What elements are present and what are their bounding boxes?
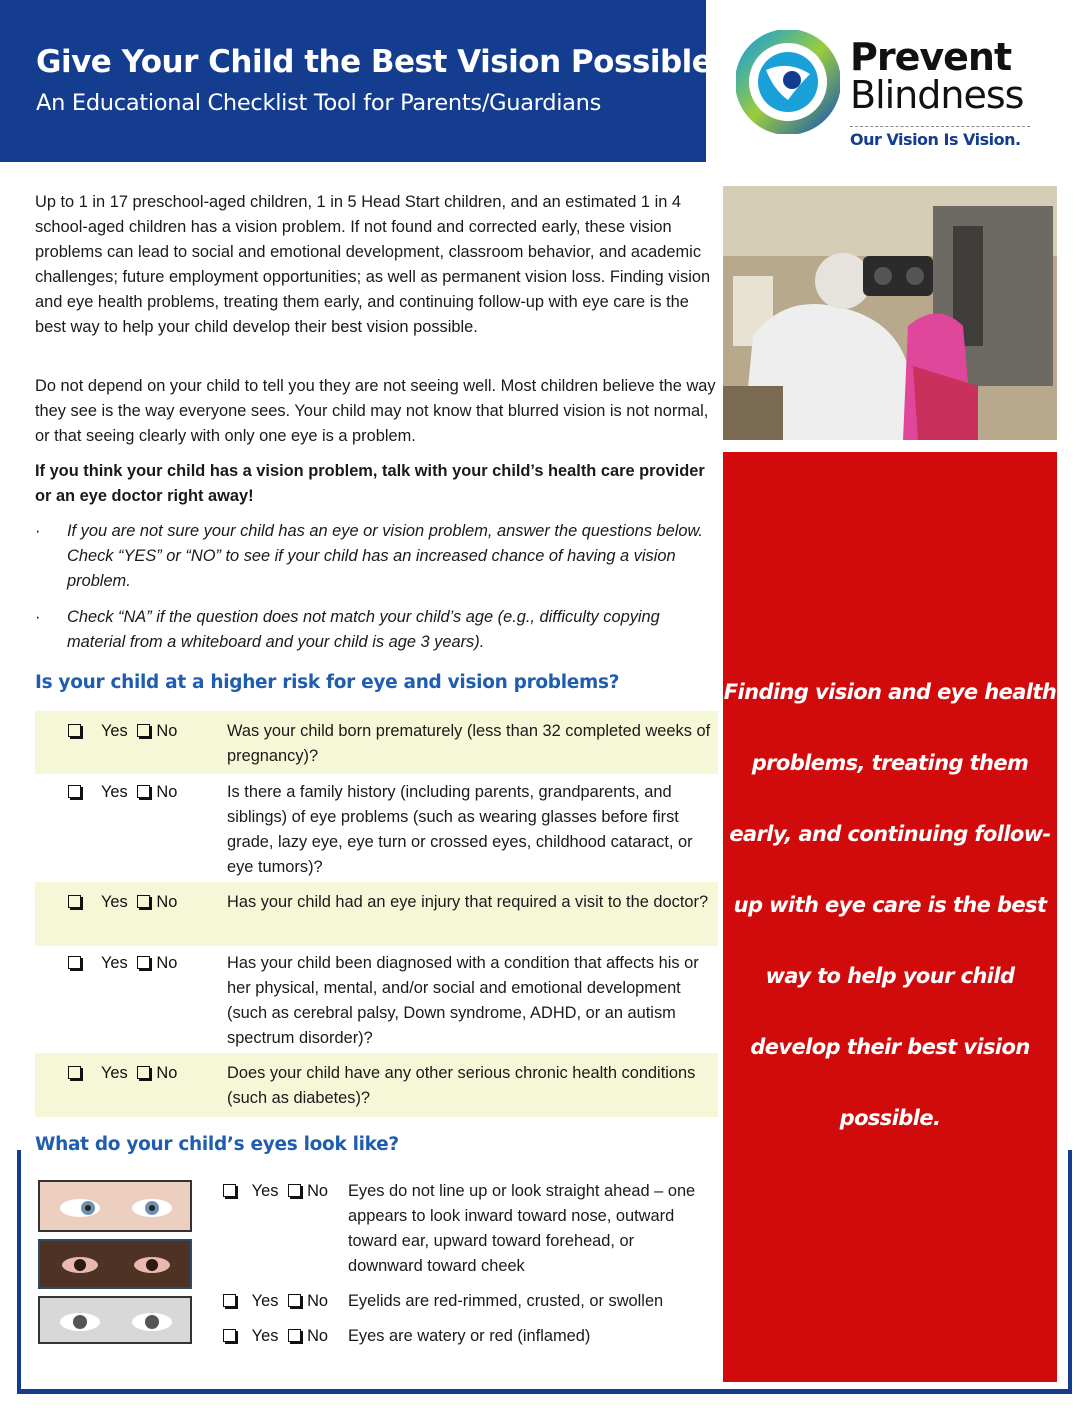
callout-quote: Finding vision and eye health problems, treating them early, and continuing follow-up with eye care is the best way to help your child develop their best vision possible. bbox=[723, 680, 1057, 1130]
eye-photo-red-rimmed bbox=[38, 1239, 192, 1289]
yes-checkbox[interactable] bbox=[223, 1329, 236, 1342]
no-label: No bbox=[156, 722, 178, 740]
yes-no-checkboxes bbox=[68, 780, 177, 805]
eye-question-text: Eyes do not line up or look straight ahead – one appears to look inward toward nose, outward toward ear, upward toward forehead, or downward toward cheek bbox=[348, 1182, 696, 1275]
risk-question-row bbox=[35, 772, 718, 880]
no-label: No bbox=[307, 1292, 329, 1310]
watery-eyes-image bbox=[40, 1298, 190, 1342]
yes-no-checkboxes bbox=[68, 719, 177, 744]
yes-label: Yes bbox=[101, 1064, 128, 1082]
no-checkbox[interactable] bbox=[137, 1066, 150, 1079]
risk-question-row bbox=[35, 943, 718, 1051]
risk-question-row bbox=[35, 1053, 718, 1117]
risk-section-heading: Is your child at a higher risk for eye and vision problems? bbox=[35, 672, 620, 693]
yes-label: Yes bbox=[251, 1182, 279, 1200]
risk-question-text: Has your child been diagnosed with a condition that affects his or her physical, mental, and/or social and emotional development (such as cerebral palsy, Down syndrome, ADHD, or an autism spectrum disorder)? bbox=[227, 954, 699, 1047]
eye-question-text: Eyelids are red-rimmed, crusted, or swollen bbox=[348, 1292, 664, 1310]
no-checkbox[interactable] bbox=[137, 895, 150, 908]
no-label: No bbox=[307, 1182, 329, 1200]
instruction-bullet-1 bbox=[35, 519, 717, 594]
yes-no-checkboxes bbox=[223, 1324, 328, 1349]
yes-no-checkboxes bbox=[223, 1289, 328, 1314]
risk-question-row bbox=[35, 711, 718, 774]
header-band bbox=[0, 0, 713, 162]
yes-no-checkboxes bbox=[68, 951, 177, 976]
yes-label: Yes bbox=[251, 1327, 279, 1345]
frame-left-rule bbox=[17, 1150, 21, 1394]
yes-no-checkboxes bbox=[223, 1179, 328, 1204]
risk-question-text: Is there a family history (including parents, grandparents, and siblings) of eye problems (such as wearing glasses before first grade, lazy eye, eye turn or crossed eyes, childhood cataract, or eye tumors)? bbox=[227, 783, 693, 876]
misaligned-eyes-image bbox=[40, 1182, 190, 1230]
risk-question-text: Does your child have any other serious chronic health conditions (such as diabetes)? bbox=[227, 1064, 696, 1107]
risk-question-text: Was your child born prematurely (less than 32 completed weeks of pregnancy)? bbox=[227, 722, 711, 765]
no-checkbox[interactable] bbox=[288, 1329, 301, 1342]
eye-exam-photo bbox=[723, 186, 1057, 440]
frame-bottom-rule bbox=[17, 1389, 1072, 1394]
bullet-dot: · bbox=[35, 522, 41, 540]
risk-question-row bbox=[35, 882, 718, 946]
yes-checkbox[interactable] bbox=[68, 1066, 81, 1079]
eye-question-text: Eyes are watery or red (inflamed) bbox=[348, 1327, 591, 1345]
yes-label: Yes bbox=[251, 1292, 279, 1310]
page-subtitle: An Educational Checklist Tool for Parents/Guardians bbox=[36, 90, 602, 116]
yes-checkbox[interactable] bbox=[68, 724, 81, 737]
callout-panel bbox=[723, 452, 1057, 1382]
bullet-text: Check “NA” if the question does not match your child’s age (e.g., difficulty copying material from a whiteboard and your child is age 3 years). bbox=[67, 608, 660, 651]
no-label: No bbox=[156, 893, 178, 911]
yes-checkbox[interactable] bbox=[223, 1294, 236, 1307]
yes-checkbox[interactable] bbox=[68, 785, 81, 798]
yes-no-checkboxes bbox=[68, 1061, 177, 1086]
frame-right-rule bbox=[1068, 1150, 1072, 1394]
instruction-bullet-2 bbox=[35, 605, 717, 655]
call-to-action-paragraph: If you think your child has a vision problem, talk with your child’s health care provider or an eye doctor right away! bbox=[35, 462, 705, 505]
logo-word-prevent: Prevent bbox=[850, 35, 1012, 79]
eye-photo-misaligned bbox=[38, 1180, 192, 1232]
red-rimmed-eyes-image bbox=[40, 1241, 190, 1287]
logo-tagline: Our Vision Is Vision. bbox=[850, 130, 1021, 149]
no-label: No bbox=[156, 783, 178, 801]
yes-label: Yes bbox=[101, 954, 128, 972]
eye-exam-image bbox=[723, 186, 1057, 440]
eyes-section-heading: What do your child’s eyes look like? bbox=[35, 1134, 399, 1155]
intro-paragraph-2: Do not depend on your child to tell you they are not seeing well. Most children believe the way they see is the way everyone sees. Your child may not know that blurred vision is not normal, or that seeing clearly with only one eye is a problem. bbox=[35, 377, 716, 445]
page-title: Give Your Child the Best Vision Possible bbox=[36, 44, 713, 80]
no-label: No bbox=[307, 1327, 329, 1345]
no-label: No bbox=[156, 954, 178, 972]
eye-photo-column bbox=[38, 1180, 196, 1351]
logo-word-blindness: Blindness bbox=[850, 73, 1024, 117]
eye-logo-icon bbox=[736, 30, 840, 134]
yes-label: Yes bbox=[101, 893, 128, 911]
eye-photo-watery bbox=[38, 1296, 192, 1344]
logo-divider bbox=[850, 126, 1030, 127]
yes-checkbox[interactable] bbox=[68, 895, 81, 908]
risk-question-text: Has your child had an eye injury that required a visit to the doctor? bbox=[227, 893, 709, 911]
no-checkbox[interactable] bbox=[137, 785, 150, 798]
logo-wordmark bbox=[850, 35, 1024, 117]
no-checkbox[interactable] bbox=[137, 724, 150, 737]
no-checkbox[interactable] bbox=[137, 956, 150, 969]
yes-checkbox[interactable] bbox=[223, 1184, 236, 1197]
bullet-text: If you are not sure your child has an eye or vision problem, answer the questions below. Check “YES” or “NO” to see if your child has an increased chance of having a vision problem. bbox=[67, 522, 703, 590]
no-checkbox[interactable] bbox=[288, 1294, 301, 1307]
bullet-dot: · bbox=[35, 608, 41, 626]
yes-checkbox[interactable] bbox=[68, 956, 81, 969]
no-checkbox[interactable] bbox=[288, 1184, 301, 1197]
intro-paragraph-1: Up to 1 in 17 preschool-aged children, 1 in 5 Head Start children, and an estimated 1 in 4 school-aged children has a vision problem. If not found and corrected early, these vision problems can lead to social and emotional development, classroom behavior, and academic challenges; future employment opportunities; as well as permanent vision loss. Finding vision and eye health problems, treating them early, and continuing follow-up with eye care is the best way to help your child develop their best vision possible. bbox=[35, 193, 711, 336]
prevent-blindness-logo bbox=[736, 30, 1036, 155]
yes-label: Yes bbox=[101, 722, 128, 740]
yes-label: Yes bbox=[101, 783, 128, 801]
yes-no-checkboxes bbox=[68, 890, 177, 915]
no-label: No bbox=[156, 1064, 178, 1082]
